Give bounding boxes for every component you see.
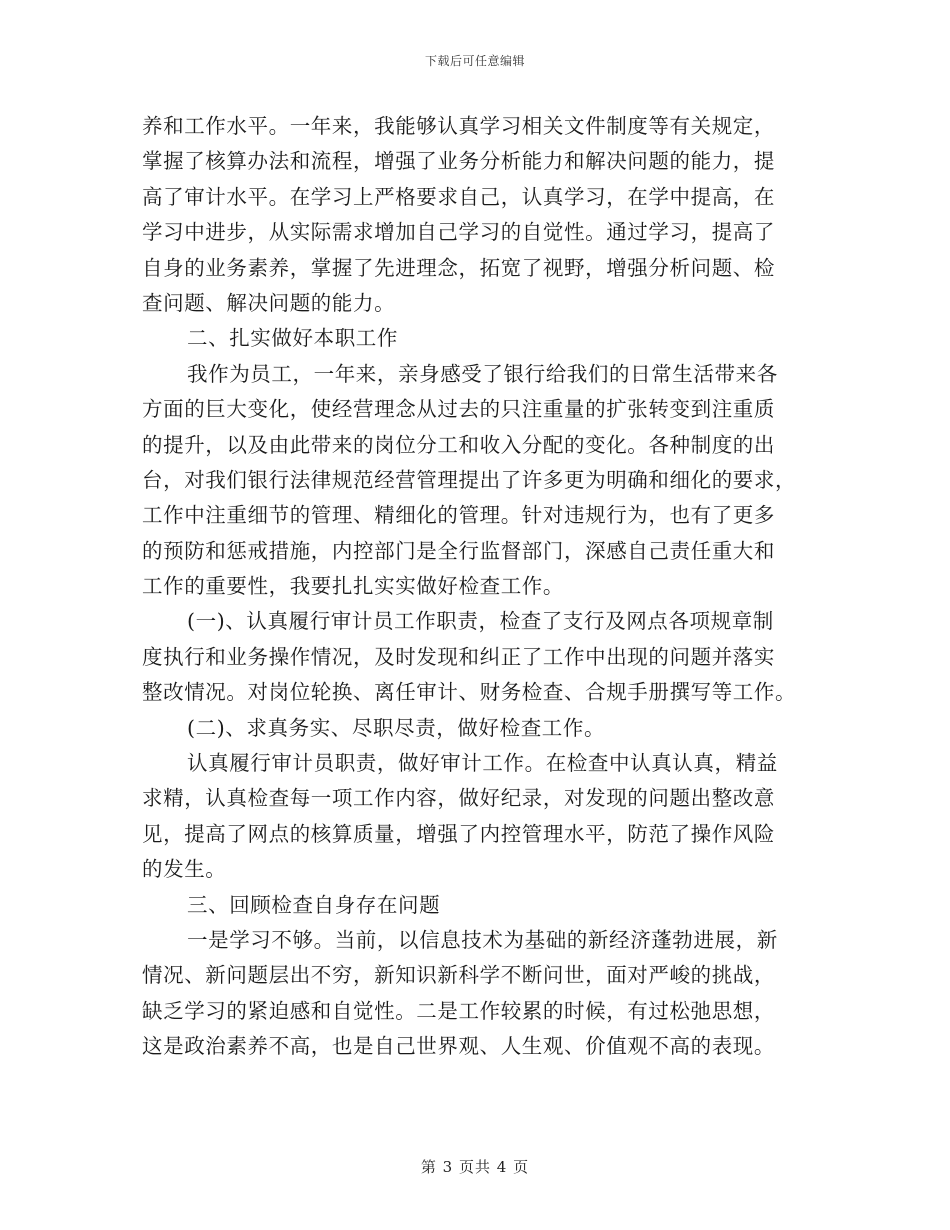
paragraph bbox=[142, 711, 810, 746]
text-line: 的提升，以及由此带来的岗位分工和收入分配的变化。各种制度的出 bbox=[142, 432, 775, 457]
text-line: 台，对我们银行法律规范经营管理提出了许多更为明确和细化的要求， bbox=[142, 467, 797, 492]
text-line: 二、扎实做好本职工作 bbox=[187, 326, 398, 351]
text-line: 整改情况。对岗位轮换、离任审计、财务检查、合规手册撰写等工作。 bbox=[142, 680, 797, 705]
paragraph bbox=[142, 746, 810, 888]
text-line: 三、回顾检查自身存在问题 bbox=[187, 892, 441, 917]
text-line: 缺乏学习的紧迫感和自觉性。二是工作较累的时候，有过松弛思想， bbox=[142, 998, 775, 1023]
text-line: 认真履行审计员职责，做好审计工作。在检查中认真认真，精益 bbox=[187, 751, 778, 776]
paragraph bbox=[142, 357, 810, 605]
paragraph bbox=[142, 321, 810, 356]
text-line: 养和工作水平。一年来，我能够认真学习相关文件制度等有关规定， bbox=[142, 114, 775, 138]
paragraph bbox=[142, 604, 810, 710]
text-line: 自身的业务素养，掌握了先进理念，拓宽了视野，增强分析问题、检 bbox=[142, 255, 775, 280]
text-line: 度执行和业务操作情况，及时发现和纠正了工作中出现的问题并落实 bbox=[142, 644, 775, 669]
text-line: 学习中进步，从实际需求增加自己学习的自觉性。通过学习，提高了 bbox=[142, 220, 775, 245]
text-line: 工作中注重细节的管理、精细化的管理。针对违规行为，也有了更多 bbox=[142, 503, 775, 528]
text-line: 方面的巨大变化，使经营理念从过去的只注重量的扩张转变到注重质 bbox=[142, 397, 775, 422]
text-line: (一)、认真履行审计员工作职责，检查了支行及网点各项规章制 bbox=[187, 609, 774, 634]
page-number: 第 3 页共 4 页 bbox=[420, 1158, 530, 1176]
text-line: 我作为员工，一年来，亲身感受了银行给我们的日常生活带来各 bbox=[187, 361, 778, 386]
text-line: (二)、求真务实、尽职尽责，做好检查工作。 bbox=[187, 715, 606, 740]
paragraph bbox=[142, 923, 810, 1065]
text-line: 见，提高了网点的核算质量，增强了内控管理水平，防范了操作风险 bbox=[142, 821, 775, 846]
text-line: 一是学习不够。当前，以信息技术为基础的新经济蓬勃进展，新 bbox=[187, 927, 778, 952]
text-line: 这是政治素养不高，也是自己世界观、人生观、价值观不高的表现。 bbox=[142, 1034, 775, 1059]
paragraph bbox=[142, 109, 810, 321]
text-line: 查问题、解决问题的能力。 bbox=[142, 290, 396, 315]
text-line: 求精，认真检查每一项工作内容，做好纪录，对发现的问题出整改意 bbox=[142, 786, 775, 811]
text-line: 工作的重要性，我要扎扎实实做好检查工作。 bbox=[142, 574, 564, 599]
text-line: 高了审计水平。在学习上严格要求自己，认真学习，在学中提高，在 bbox=[142, 184, 775, 209]
text-line: 的预防和惩戒措施，内控部门是全行监督部门，深感自己责任重大和 bbox=[142, 538, 775, 563]
paragraph bbox=[142, 888, 810, 923]
document-body bbox=[142, 109, 810, 1065]
text-line: 掌握了核算办法和流程，增强了业务分析能力和解决问题的能力，提 bbox=[142, 149, 775, 174]
text-line: 的发生。 bbox=[142, 857, 227, 882]
text-line: 情况、新问题层出不穷，新知识新科学不断问世，面对严峻的挑战， bbox=[142, 963, 775, 988]
page-header: 下载后可任意编辑 bbox=[424, 54, 525, 68]
